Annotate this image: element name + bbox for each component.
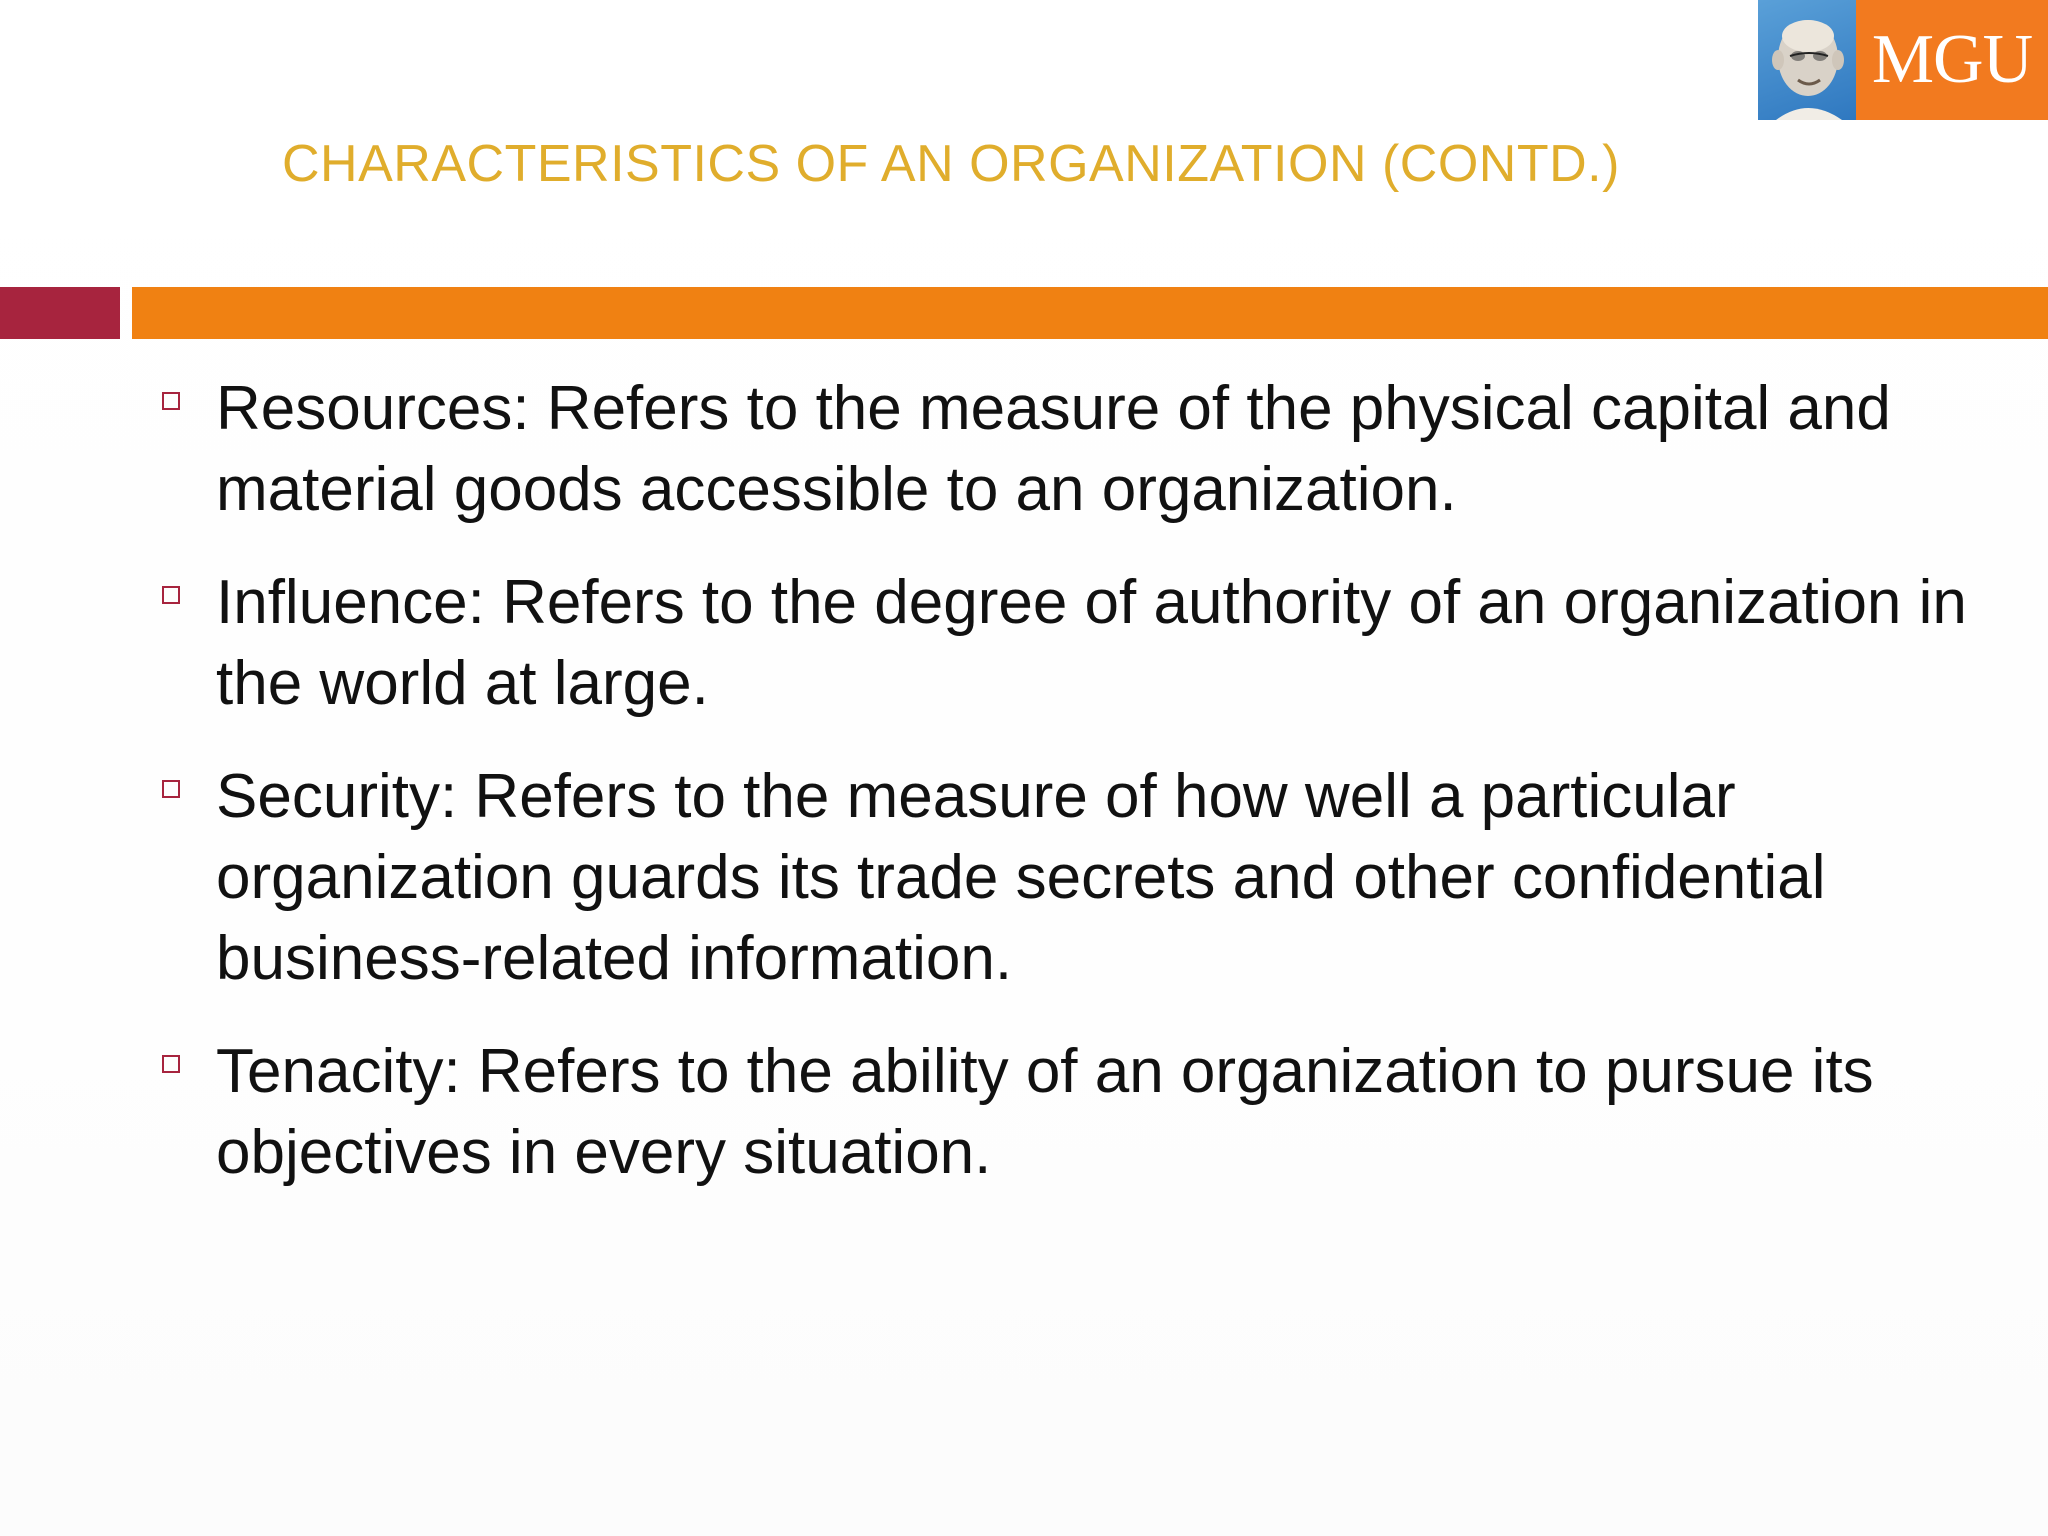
bullet-text: Resources: Refers to the measure of the physical capital and material goods accessible to an organization. bbox=[216, 374, 1891, 524]
accent-bar-right bbox=[132, 287, 2048, 339]
bullet-text: Influence: Refers to the degree of authority of an organization in the world at large. bbox=[216, 568, 1967, 718]
accent-bar-left bbox=[0, 287, 120, 339]
hollow-square-bullet-icon bbox=[162, 586, 180, 604]
logo-text-box bbox=[1856, 0, 2048, 120]
hollow-square-bullet-icon bbox=[162, 1055, 180, 1073]
gandhi-portrait-icon bbox=[1758, 0, 1856, 120]
list-item bbox=[160, 1031, 1980, 1193]
logo-text: MGU bbox=[1871, 21, 2033, 98]
list-item bbox=[160, 756, 1980, 999]
slide-title: CHARACTERISTICS OF AN ORGANIZATION (CONTD.) bbox=[282, 135, 1620, 193]
bullet-list bbox=[160, 368, 1980, 1225]
list-item bbox=[160, 562, 1980, 724]
hollow-square-bullet-icon bbox=[162, 780, 180, 798]
mgu-logo bbox=[1758, 0, 2048, 120]
hollow-square-bullet-icon bbox=[162, 392, 180, 410]
bullet-text: Tenacity: Refers to the ability of an organization to pursue its objectives in every situation. bbox=[216, 1037, 1874, 1187]
list-item bbox=[160, 368, 1980, 530]
bullet-text: Security: Refers to the measure of how well a particular organization guards its trade secrets and other confidential business-related information. bbox=[216, 762, 1826, 993]
